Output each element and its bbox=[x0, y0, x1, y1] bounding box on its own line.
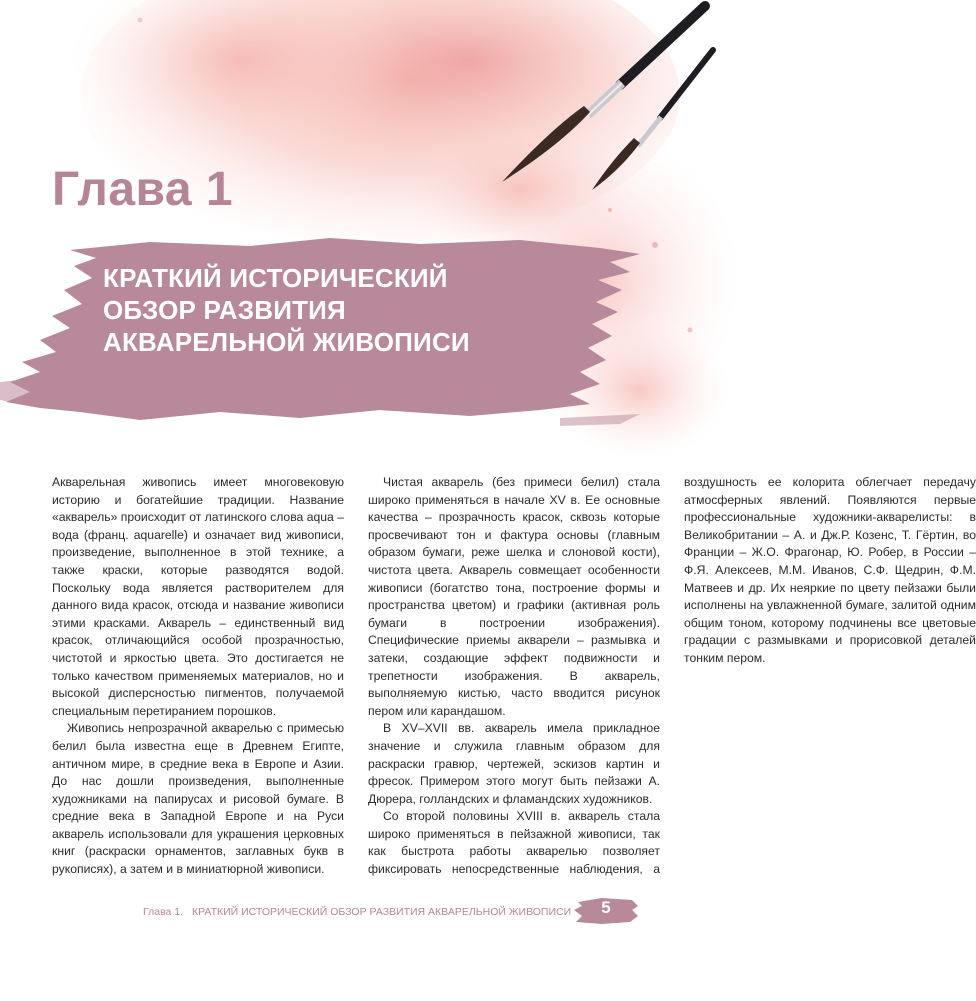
section-title-line: АКВАРЕЛЬНОЙ ЖИВОПИСИ bbox=[103, 327, 470, 357]
section-title bbox=[103, 262, 470, 358]
section-title-line: ОБЗОР РАЗВИТИЯ bbox=[103, 295, 346, 325]
footer-title: КРАТКИЙ ИСТОРИЧЕСКИЙ ОБЗОР РАЗВИТИЯ АКВАРЕЛЬНОЙ ЖИВОПИСИ bbox=[191, 906, 572, 918]
paragraph: Акварельная живопись имеет многовековую историю и богатейшие традиции. Название «акварель» происходит от латинского слова aqua – вода (франц. aquarelle) и означает вид живописи, произведение, выполненное в этой технике, а также краски, которые разводятся водой. Поскольку вода является растворителем для данного вида красок, отсюда и название живописи этими красками. Акварель – единственный вид красок, отличающийся особой прозрачностью, чистотой и яркостью цвета. Это достигается не только качеством применяемых материалов, но и высокой дисперсностью пигментов, получаемой специальным перетиранием порошков. bbox=[52, 475, 344, 718]
page-number: 5 bbox=[601, 898, 611, 917]
paragraph: Чистая акварель (без примеси белил) стала широко применяться в начале XV в. Ее основные качества – прозрачность красок, сквозь которые просвечивают тон и фактура основы (главным образом бумаги, реже шелка и слоновой кости), чистота цвета. Акварель совмещает особенности живописи (богатство тона, построение формы и пространства цветом) и графики (активная роль бумаги в построении изображения). Специфические приемы акварели – размывка и затеки, создающие эффект подвижности и трепетности изображения. В акварель, выполняемую кистью, часто вводится рисунок пером или карандашом. bbox=[368, 475, 660, 718]
running-footer bbox=[143, 906, 571, 918]
section-title-line: КРАТКИЙ ИСТОРИЧЕСКИЙ bbox=[103, 263, 448, 293]
paintbrush-icon bbox=[500, 0, 713, 200]
paragraph: Со второй половины XVIII в. акварель стала широко применяться в пейзажной живописи, так как быстрота работы акварелью позволяет фиксировать непосредственные наблюдения, а воздушность ее колорита облегчает передачу атмосферных явлений. Появляются первые профессиональные художники-акварелисты: в Великобритании – А. и Дж.Р. Козенс, Т. Гёртин, во Франции – Ж.О. Фрагонар, Ю. Робер, в России – Ф.Я. Алексеев, М.М. Иванов, С.Ф. Щедрин, Ф.М. Матвеев и др. Их неяркие по цвету пейзажи были исполнены на увлажненной бумаге, залитой одним общим тоном, которому подчинены все цветовые градации с размывками и прорисовкой деталей тонким пером. bbox=[368, 475, 976, 877]
paragraph: В XV–XVII вв. акварель имела прикладное значение и служила главным образом для раскраски гравюр, чертежей, эскизов картин и фресок. Примером этого могут быть пейзажи А. Дюрера, голландских и фламандских художников. bbox=[368, 721, 660, 806]
footer-chapter: Глава 1. bbox=[143, 906, 184, 918]
paragraph: Живопись непрозрачной акварелью с примесью белил была известна еще в Древнем Египте, античном мире, в средние века в Европе и Азии. До нас дошли произведения, выполненные художниками на папирусах и рисовой бумаге. В средние века в Западной Европе и на Руси акварель использовали для украшения церковных книг (раскраски орнаментов, заглавных букв в рукописях), а затем и в миниатюрной живописи. bbox=[52, 721, 344, 877]
chapter-title: Глава 1 bbox=[52, 163, 234, 216]
body-text bbox=[52, 474, 976, 894]
